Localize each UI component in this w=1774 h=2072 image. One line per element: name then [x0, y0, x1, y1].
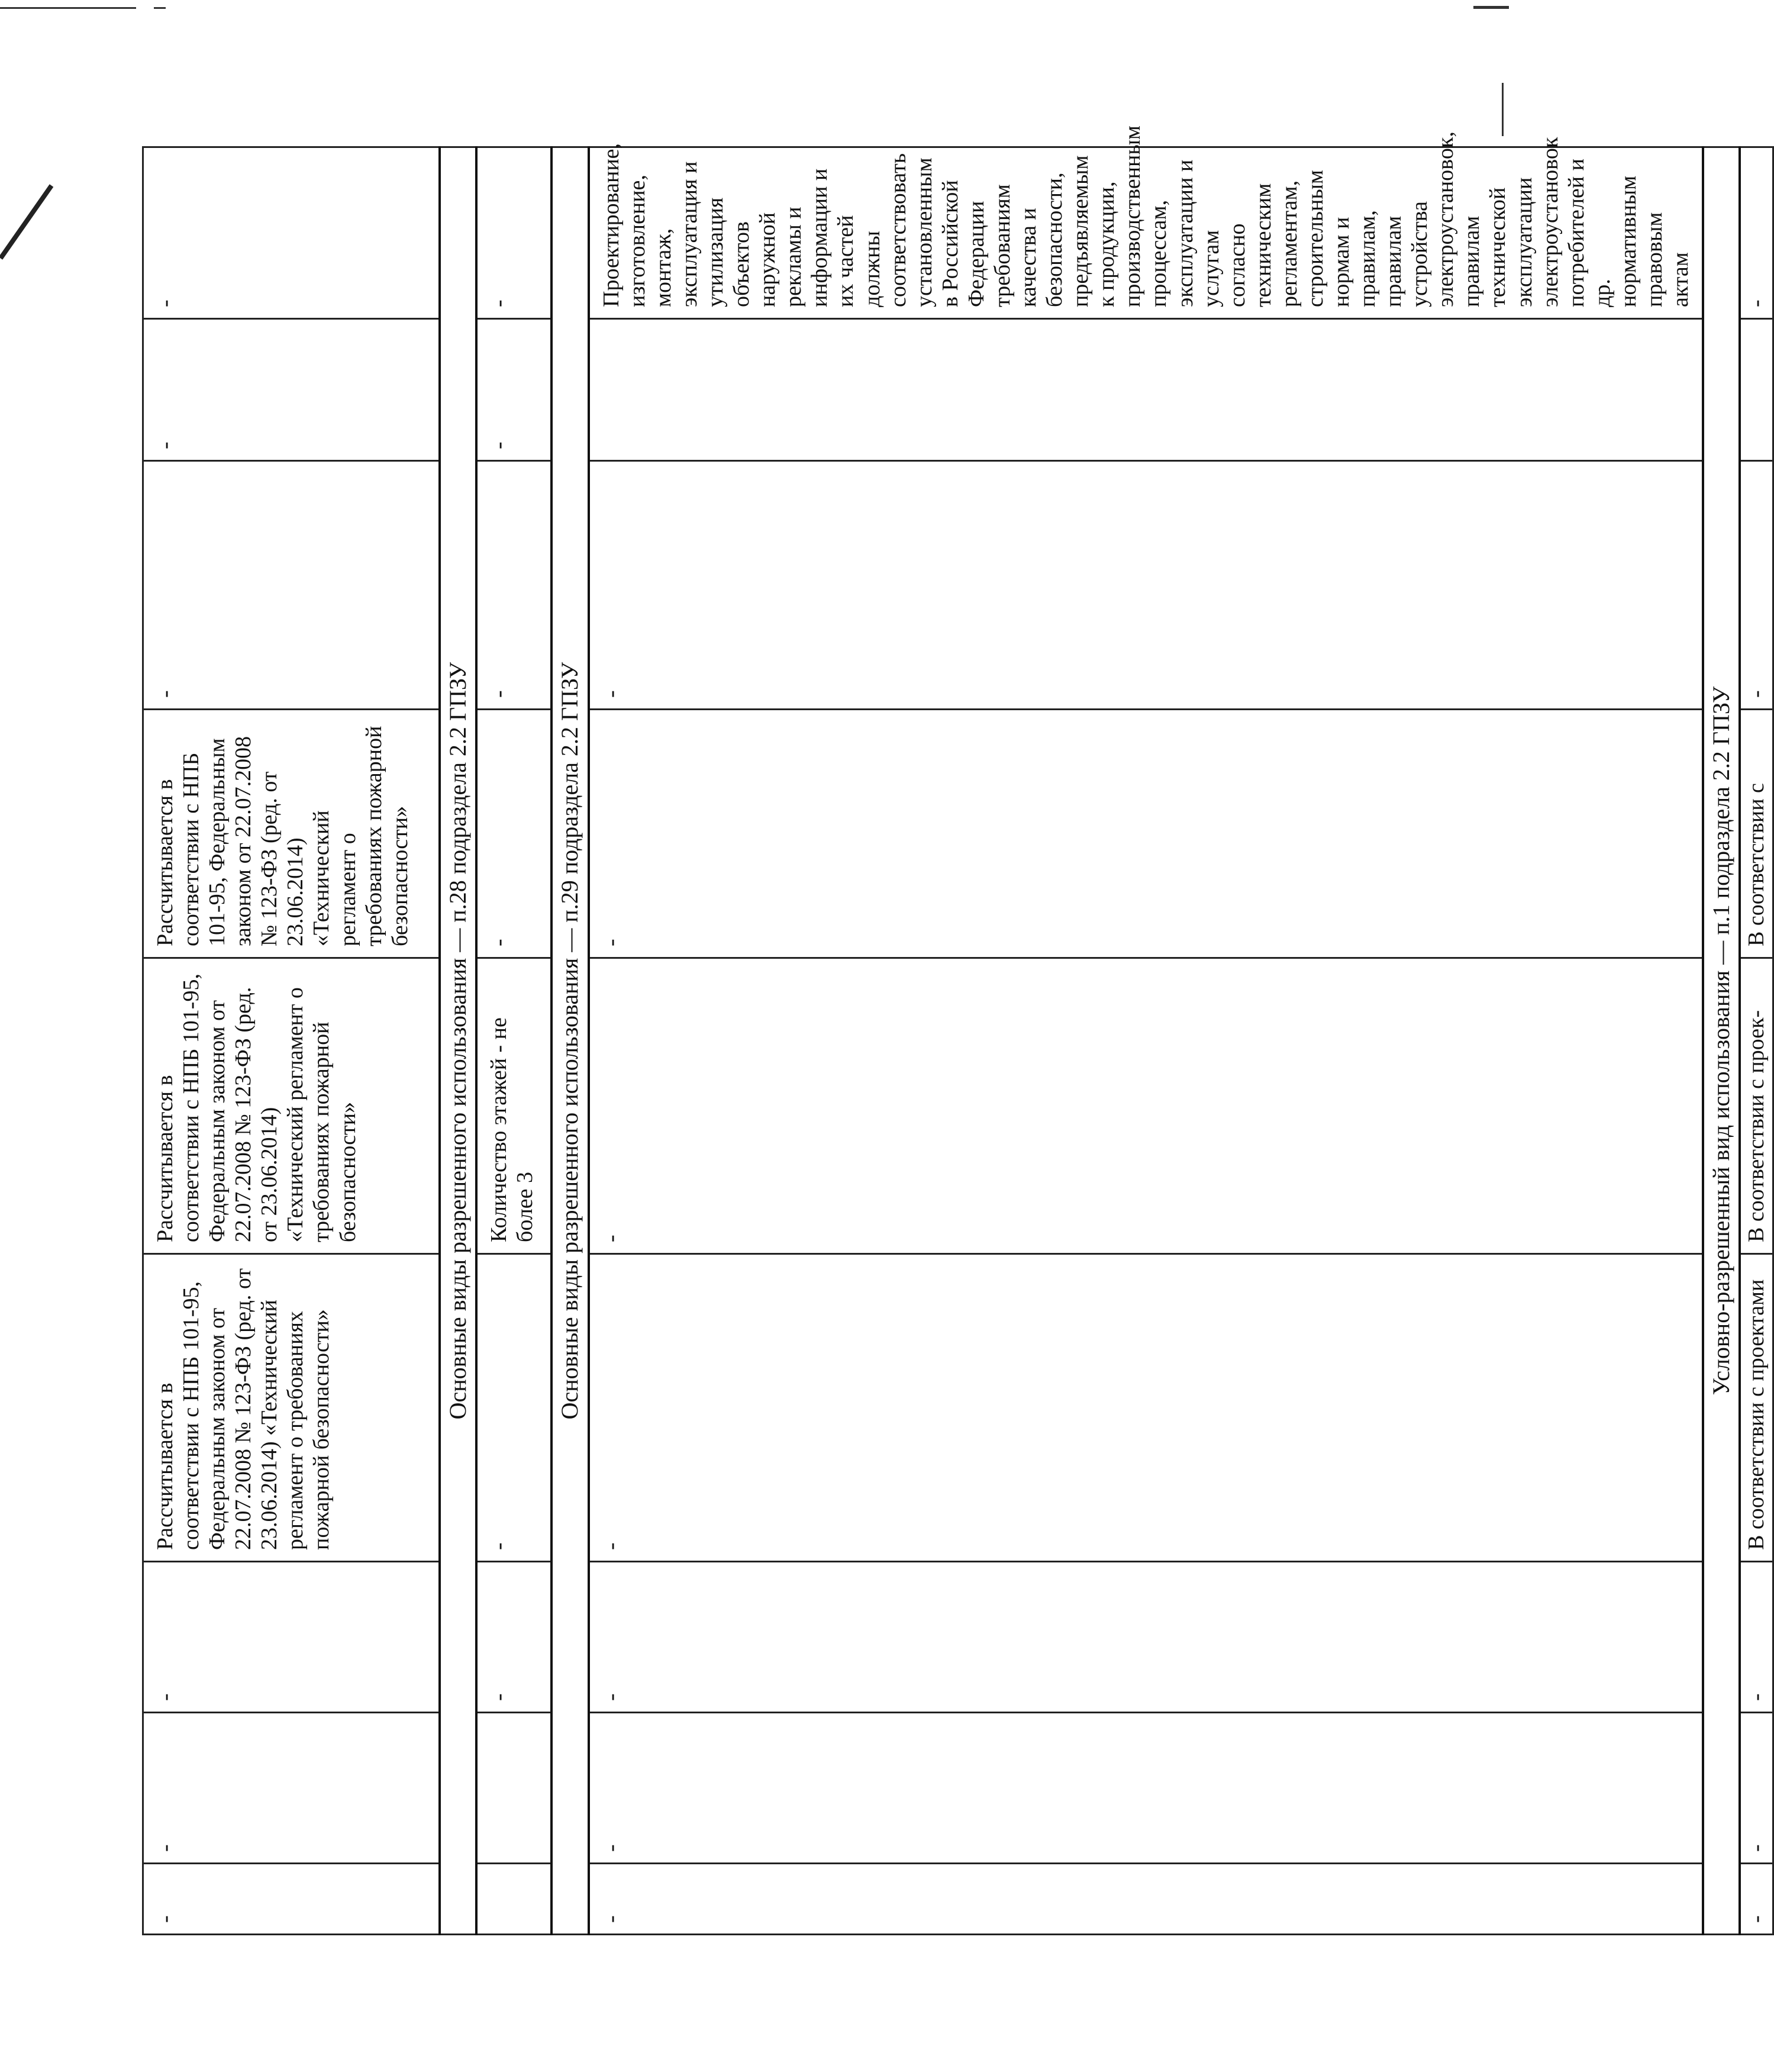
table-cell: -: [589, 1562, 1703, 1713]
section-heading-row: [551, 147, 588, 1935]
scan-mark-top-left: [0, 7, 136, 9]
table-row: [143, 147, 440, 1935]
table-cell: -: [143, 319, 440, 461]
table-cell: Рассчитывается в соответствии с НПБ 101-95, Федеральным законом от 22.07.2008 № 123-ФЗ (ред. от 23.06.2014) «Технический регламент о требованиях пожарной безопасности»: [143, 710, 440, 958]
table-cell: -: [476, 319, 551, 461]
section-heading-row: [440, 147, 476, 1935]
table-cell: -: [589, 710, 1703, 958]
table-cell: -: [143, 1713, 440, 1864]
table-cell: -: [143, 461, 440, 710]
table-cell: Количество этажей - не более 3: [476, 958, 551, 1254]
section-heading: Основные виды разрешенного использования — п.28 подраздела 2.2 ГПЗУ: [440, 147, 476, 1935]
table-cell: -: [476, 710, 551, 958]
table-cell: -: [1740, 1864, 1773, 1935]
table-cell: -: [143, 1864, 440, 1935]
section-heading-row: [1703, 147, 1740, 1935]
table-cell: Проектирование, изготовление, монтаж, эксплуатация и утилизация объектов наружной рекламы и информации и их частей должны соответствовать установленным в Российской Федерации требованиям качества и безопасности, предъявляемым к продукции, производственным процессам, эксплуатации и услугам согласно техническим регламентам, строительным нормам и правилам, правилам устройства электроустановок, правилам технической эксплуатации электроустановок потребителей и др. нормативным правовым актам: [589, 147, 1703, 319]
table-cell: -: [476, 1562, 551, 1713]
table-cell: Рассчитывается в соответствии с НПБ 101-95, Федеральным законом от 22.07.2008 № 123-ФЗ (ред. от 23.06.2014) «Технический регламент о требованиях пожарной безопасности»: [143, 1254, 440, 1562]
table-cell: -: [589, 1713, 1703, 1864]
table-cell: -: [1740, 1562, 1773, 1713]
table-cell: -: [143, 1562, 440, 1713]
table-cell: -: [589, 1864, 1703, 1935]
table-cell: -: [476, 1254, 551, 1562]
section-heading: Условно-разрешенный вид использования — п.1 подраздела 2.2 ГПЗУ: [1703, 147, 1740, 1935]
table-cell: Рассчитывается в соответствии с НПБ 101-95, Федеральным законом от 22.07.2008 № 123-ФЗ (ред. от 23.06.2014) «Технический регламент о требованиях пожарной безопасности»: [143, 958, 440, 1254]
table-cell: В соответствии с проек-: [1740, 958, 1773, 1254]
table-cell: -: [1740, 461, 1773, 710]
table-cell: -: [589, 958, 1703, 1254]
rotated-page: [142, 0, 1769, 1965]
document-table: [142, 125, 1774, 1935]
scan-mark-right-edge: [1502, 83, 1504, 136]
table-cell: -: [143, 147, 440, 319]
scan-mark-top-right: [1473, 6, 1509, 9]
section-heading: Основные виды разрешенного использования — п.29 подраздела 2.2 ГПЗУ: [551, 147, 588, 1935]
table-cell: [476, 1864, 551, 1935]
table-row: [589, 147, 1703, 1935]
table-cell: [589, 319, 1703, 461]
table-cell: -: [1740, 147, 1773, 319]
table-cell: -: [476, 461, 551, 710]
table-cell: [1740, 319, 1773, 461]
table-cell: В соответствии с проектами: [1740, 1254, 1773, 1562]
table-row: [1740, 147, 1773, 1935]
scan-mark-left-slash: [0, 184, 53, 259]
table-cell: -: [476, 147, 551, 319]
table-cell: -: [589, 1254, 1703, 1562]
table-cell: -: [589, 461, 1703, 710]
table-cell: [476, 1713, 551, 1864]
table-cell: -: [1740, 1713, 1773, 1864]
table-row: [476, 147, 551, 1935]
table-cell: В соответствии с: [1740, 710, 1773, 958]
